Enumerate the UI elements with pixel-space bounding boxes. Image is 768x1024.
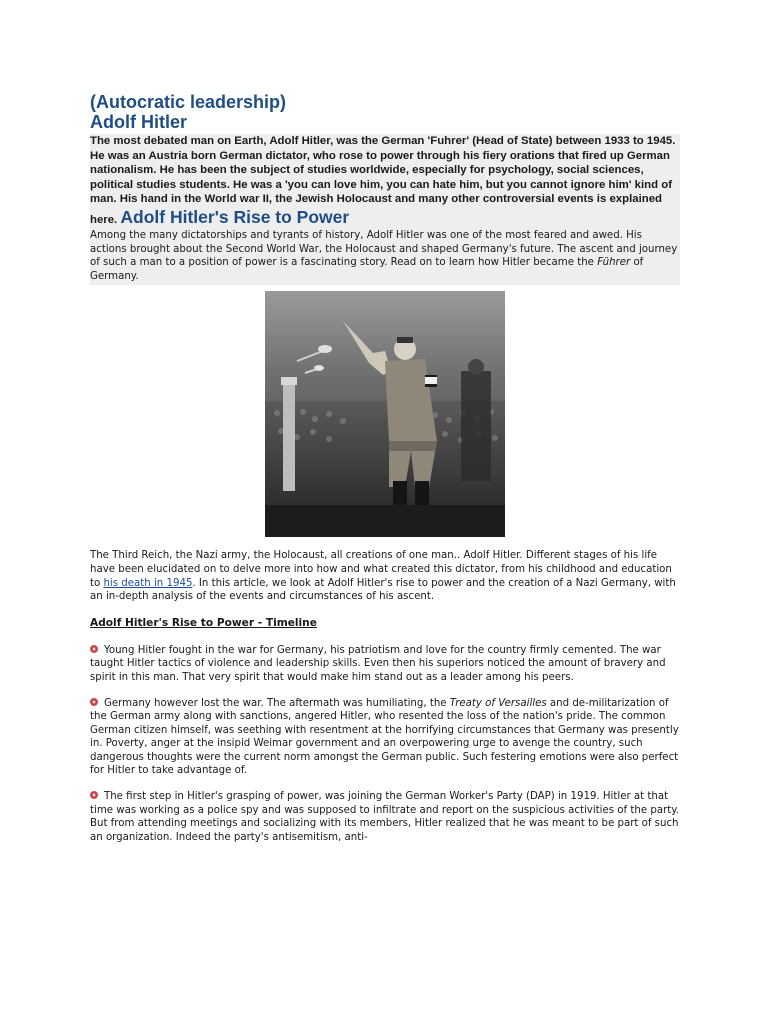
subheading-rise-to-power: Adolf Hitler's Rise to Power [120, 206, 350, 227]
timeline-item-2 [90, 697, 680, 779]
intro-body-paragraph [90, 229, 680, 283]
heading-adolf-hitler: Adolf Hitler [90, 112, 187, 132]
intro-body-text-end: of Germany. [90, 257, 644, 282]
timeline-item-1-text: Young Hitler fought in the war for Germany, his patriotism and love for the country firmly cemented. The war taught Hitler tactics of violence and leadership skills. Even then his superiors noticed the amount of bravery and spirit in this man. That very spirit that would make him stand out as a leader among his peers. [90, 644, 666, 683]
timeline-item-3 [90, 790, 680, 844]
intro-body-emphasis: Führer [597, 257, 631, 269]
timeline-item-3-text: The first step in Hitler's grasping of power, was joining the German Worker's Party (DAP) in 1919. Hitler at that time was working as a police spy and was supposed to infiltrate and report on the suspicious activities of the party. But from attending meetings and socializing with its members, Hitler realized that he was meant to be part of such an organization. Indeed the party's antisemitism, anti- [90, 791, 680, 843]
timeline-item-2-text-end: and de-militarization of the German army along with sanctions, angered Hitler, who resented the loss of the nation's pride. The common German citizen himself, was seething with resentment at the horrifying circumstances that Germany was presently in. Poverty, anger at the insipid Weimar government and an overpowering urge to avenge the country, such dangerous thoughts were the current norm amongst the German public. Such festering emotions were also perfect for Hitler to take advantage of. [90, 697, 679, 777]
swastika-bullet-icon [90, 645, 98, 653]
swastika-bullet-icon [90, 698, 98, 706]
paragraph-third-reich-text: The Third Reich, the Nazi army, the Holocaust, all creations of one man.. Adolf Hitler. Different stages of his life have been elucidated on to delve more into how and what created this dictator, from his childhood and education to [90, 550, 672, 589]
intro-paragraph [90, 134, 680, 228]
his-death-in-1945-link[interactable]: his death in 1945 [103, 577, 193, 589]
heading-autocratic-leadership: (Autocratic leadership) [90, 92, 287, 112]
paragraph-third-reich [90, 549, 680, 603]
paragraph-third-reich-text-end: . In this article, we look at Adolf Hitler's rise to power and the creation of a Nazi Germany, with an in-depth analysis of the events and circumstances of his ascent. [90, 577, 676, 603]
swastika-bullet-icon [90, 791, 98, 799]
hitler-speech-photo [265, 291, 505, 537]
intro-bold-text: The most debated man on Earth, Adolf Hitler, was the German 'Fuhrer' (Head of State) between 1933 to 1945. He was an Austria born German dictator, who rose to power through his fiery orations that fired up German nationalism. He has been the subject of studies worldwide, especially for psychology, social sciences, political studies students. He was a 'you can love him, you can hate him, but you cannot ignore him' kind of man. His hand in the World war II, the Jewish Holocaust and many other controversial events is explained here. [90, 135, 676, 226]
document-page [90, 92, 680, 844]
timeline-title: Adolf Hitler's Rise to Power - Timeline [90, 616, 317, 629]
intro-body-text: Among the many dictatorships and tyrants of history, Adolf Hitler was one of the most feared and awed. His actions brought about the Second World War, the Holocaust and shaped Germany's future. The ascent and journey of such a man to a position of power is a fascinating story. Read on to learn how Hitler became the [90, 229, 678, 269]
intro-highlight-box [90, 134, 680, 285]
treaty-of-versailles-emphasis: Treaty of Versailles [449, 697, 547, 709]
timeline-item-1 [90, 644, 680, 685]
timeline-item-2-text: Germany however lost the war. The aftermath was humiliating, the [104, 697, 450, 709]
